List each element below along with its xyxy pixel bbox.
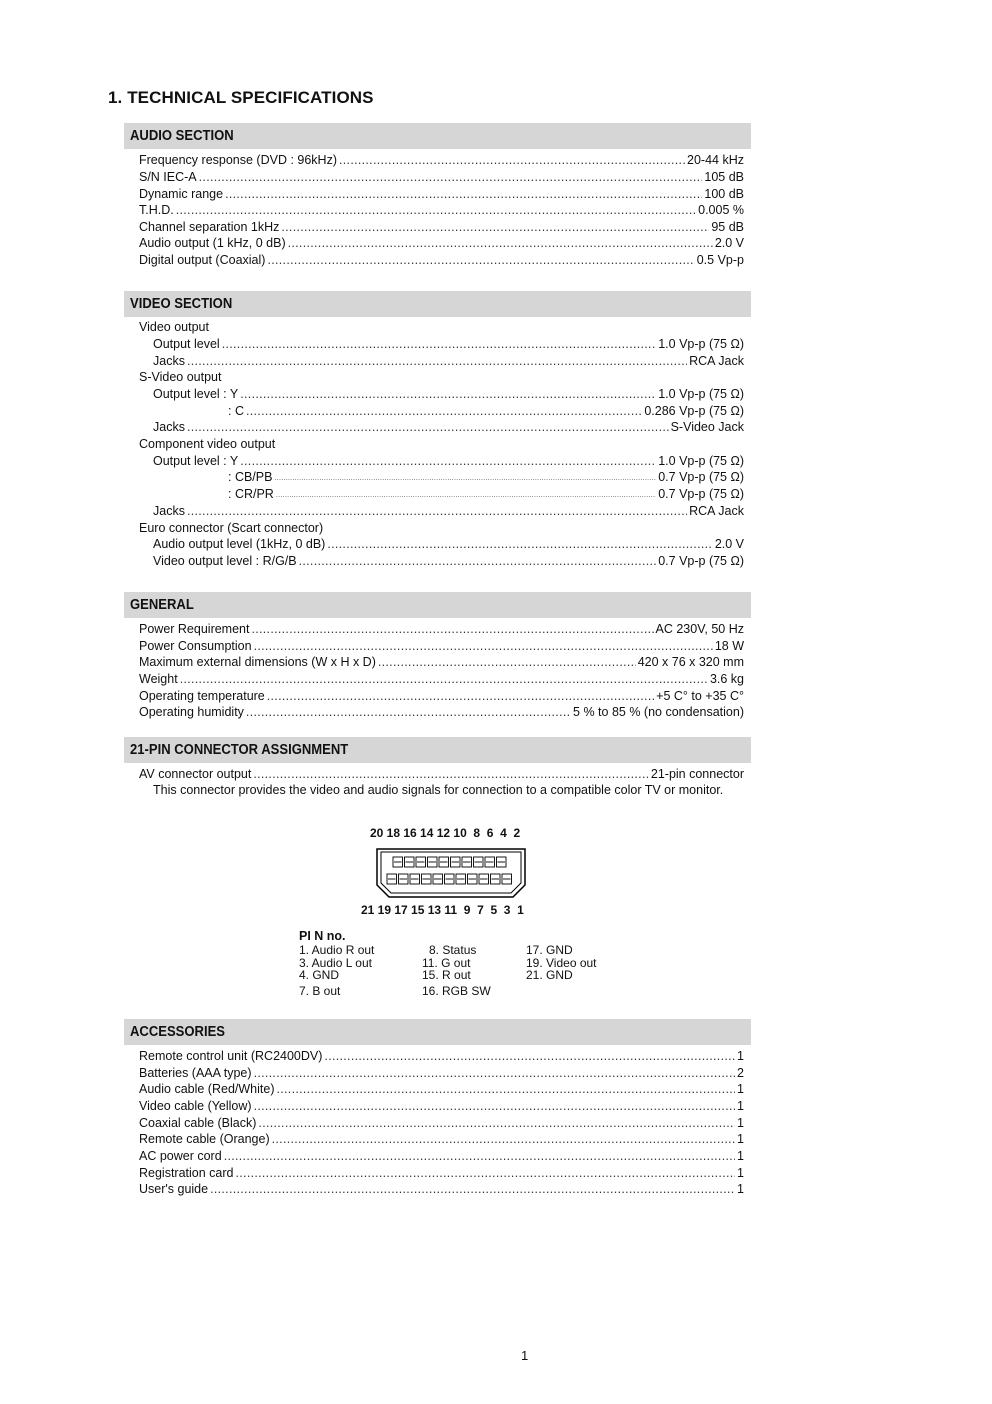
video-output-label: Video output [139, 320, 209, 334]
accessory-row: Remote control unit (RC2400DV) ..... 1 [139, 1048, 744, 1065]
connector-section [124, 737, 751, 797]
spec-row: Weight ..... 3.6 kg [139, 671, 744, 688]
spec-row: Audio output (1 kHz, 0 dB) ..... 2.0 V [139, 235, 744, 252]
spec-row: Jacks ..... S-Video Jack [153, 419, 744, 436]
accessories-section-header: ACCESSORIES [124, 1019, 751, 1045]
accessory-row: Video cable (Yellow) ..... 1 [139, 1098, 744, 1115]
connector-section-header: 21-PIN CONNECTOR ASSIGNMENT [124, 737, 751, 763]
spec-row: AV connector output ..... 21-pin connector [139, 766, 744, 783]
spec-row: Maximum external dimensions (W x H x D) ..... 420 x 76 x 320 mm [139, 654, 744, 671]
spec-row: : CB/PB ..... 0.7 Vp-p (75 Ω) [228, 469, 744, 486]
pin-item: 11. G out [422, 956, 471, 970]
spec-row: Dynamic range ..... 100 dB [139, 186, 744, 203]
audio-section-header: AUDIO SECTION [124, 123, 751, 149]
audio-section [124, 123, 751, 267]
spec-row: Output level ..... 1.0 Vp-p (75 Ω) [153, 336, 744, 353]
accessory-row: Remote cable (Orange) ..... 1 [139, 1131, 744, 1148]
pin-numbers-bottom: 21 19 17 15 13 11 9 7 5 3 1 [361, 903, 524, 917]
spec-row: : CR/PR ..... 0.7 Vp-p (75 Ω) [228, 486, 744, 503]
spec-row: Power Requirement ..... AC 230V, 50 Hz [139, 621, 744, 638]
accessory-row: Coaxial cable (Black) ..... 1 [139, 1115, 744, 1132]
spec-row: Audio output level (1kHz, 0 dB) ..... 2.0 V [153, 536, 744, 553]
component-output-label: Component video output [139, 437, 276, 451]
spec-row: Power Consumption ..... 18 W [139, 638, 744, 655]
pin-item: 21. GND [526, 968, 573, 982]
pin-numbers-top: 20 18 16 14 12 10 8 6 4 2 [370, 826, 521, 840]
video-section [124, 291, 751, 568]
spec-row: Operating humidity ..... 5 % to 85 % (no condensation) [139, 704, 744, 721]
document-title: 1. TECHNICAL SPECIFICATIONS [108, 88, 374, 107]
pin-item: 1. Audio R out [299, 943, 375, 957]
pin-item: 19. Video out [526, 956, 597, 970]
spec-row: Digital output (Coaxial) ..... 0.5 Vp-p [139, 252, 744, 269]
spec-row: : C ..... 0.286 Vp-p (75 Ω) [228, 403, 744, 420]
spec-row: Frequency response (DVD : 96kHz) ..... 20-44 kHz [139, 152, 744, 169]
spec-row: Video output level : R/G/B ..... 0.7 Vp-p (75 Ω) [153, 553, 744, 570]
accessory-row: Registration card ..... 1 [139, 1165, 744, 1182]
general-section-header: GENERAL [124, 592, 751, 618]
pin-item: 15. R out [422, 968, 471, 982]
connector-description: This connector provides the video and audio signals for connection to a compatible color TV or monitor. [153, 783, 724, 797]
pin-item: 17. GND [526, 943, 573, 957]
spec-row: T.H.D. ..... 0.005 % [139, 202, 744, 219]
euro-connector-label: Euro connector (Scart connector) [139, 521, 324, 535]
scart-connector-icon [373, 845, 529, 899]
spec-row: S/N IEC-A ..... 105 dB [139, 169, 744, 186]
pin-item: 3. Audio L out [299, 956, 372, 970]
accessories-section [124, 1019, 751, 1196]
svideo-output-label: S-Video output [139, 370, 222, 384]
accessory-row: Audio cable (Red/White) ..... 1 [139, 1081, 744, 1098]
spec-row: Jacks ..... RCA Jack [153, 503, 744, 520]
pin-item: 8. Status [429, 943, 477, 957]
spec-row: Jacks ..... RCA Jack [153, 353, 744, 370]
pin-item: 7. B out [299, 984, 341, 998]
accessory-row: Batteries (AAA type) ..... 2 [139, 1065, 744, 1082]
accessory-row: AC power cord ..... 1 [139, 1148, 744, 1165]
pin-item: 4. GND [299, 968, 340, 982]
spec-row: Channel separation 1kHz ..... 95 dB [139, 219, 744, 236]
spec-row: Output level : Y ..... 1.0 Vp-p (75 Ω) [153, 453, 744, 470]
spec-row: Output level : Y ..... 1.0 Vp-p (75 Ω) [153, 386, 744, 403]
accessory-row: User's guide ..... 1 [139, 1181, 744, 1198]
page-number: 1 [521, 1348, 529, 1363]
general-section [124, 592, 751, 719]
pin-item: 16. RGB SW [422, 984, 491, 998]
spec-row: Operating temperature ..... +5 C° to +35 C° [139, 688, 744, 705]
pin-list-title: PI N no. [299, 929, 346, 943]
video-section-header: VIDEO SECTION [124, 291, 751, 317]
